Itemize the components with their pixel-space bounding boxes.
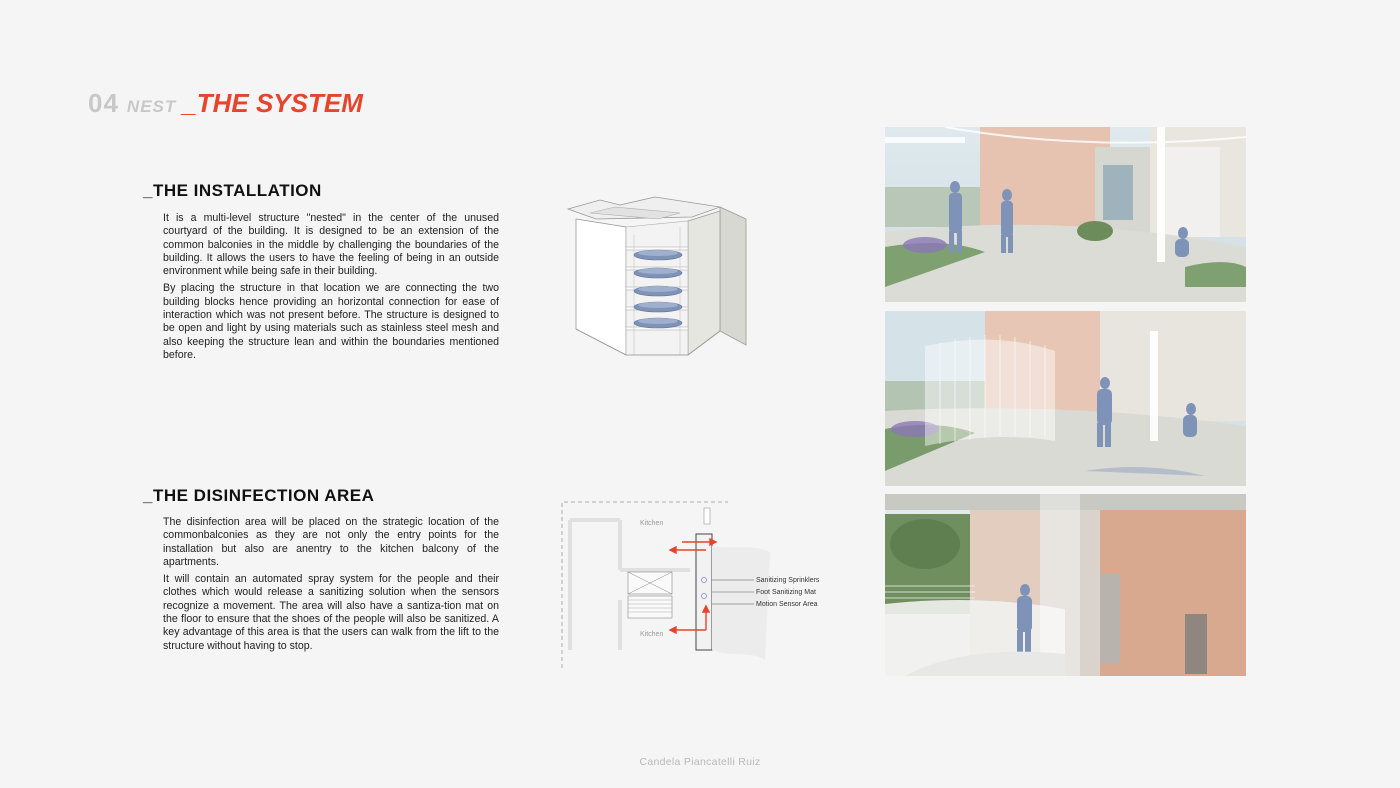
installation-title: _THE INSTALLATION [143, 181, 322, 200]
disinfection-paragraph-2: It will contain an automated spray system for the people and their clothes which would release a sanitizing solution when the sensors recognize a movement. The area will also have a santiza-tion mat on the floor to ensure that the shoes of the people will also be sanitized. A key advantage of this area is that the users can walk from the lift to the structure without having to stop. [163, 573, 499, 652]
disinfection-title: _THE DISINFECTION AREA [143, 486, 375, 505]
author-credit: Candela Piancatelli Ruiz [639, 756, 761, 768]
section-number: 04 [88, 88, 119, 118]
legend-motion-sensor-area: Motion Sensor Area [756, 601, 818, 608]
page-header [88, 88, 363, 119]
legend-foot-sanitizing-mat: Foot Sanitizing Mat [756, 589, 816, 596]
courtyard-render-2 [885, 311, 1246, 486]
corridor-render-3 [885, 494, 1246, 676]
section-label: NEST [126, 97, 177, 116]
installation-text [163, 212, 499, 366]
page-title: _THE SYSTEM [182, 88, 363, 118]
disinfection-plan-diagram [560, 500, 835, 670]
disinfection-paragraph-1: The disinfection area will be placed on the strategic location of the commonbalconies as they are not only the entry points for the installation but also are anentry to the kitchen balcony of the apartments. [163, 516, 499, 568]
plan-room-bottom-label: Kitchen [640, 631, 664, 638]
legend-sanitizing-sprinklers: Sanitizing Sprinklers [756, 577, 820, 584]
installation-paragraph-2: By placing the structure in that location we are connecting the two building blocks hence providing an horizontal connection for ease of interaction which was not present before. The structure is designed to be open and light by using materials such as stainless steel mesh and also keeping the structure lean and within the boundaries mentioned before. [163, 282, 499, 361]
disinfection-text [163, 516, 499, 657]
courtyard-render-1 [885, 127, 1246, 302]
installation-axonometric-diagram [560, 195, 750, 365]
installation-paragraph-1: It is a multi-level structure "nested" in the center of the unused courtyard of the building. It is designed to be an extension of the common balconies in the middle by challenging the boundaries of the building. It allows the users to have the feeling of being in an outside environment while being safe in their building. [163, 212, 499, 278]
plan-room-top-label: Kitchen [640, 520, 664, 527]
